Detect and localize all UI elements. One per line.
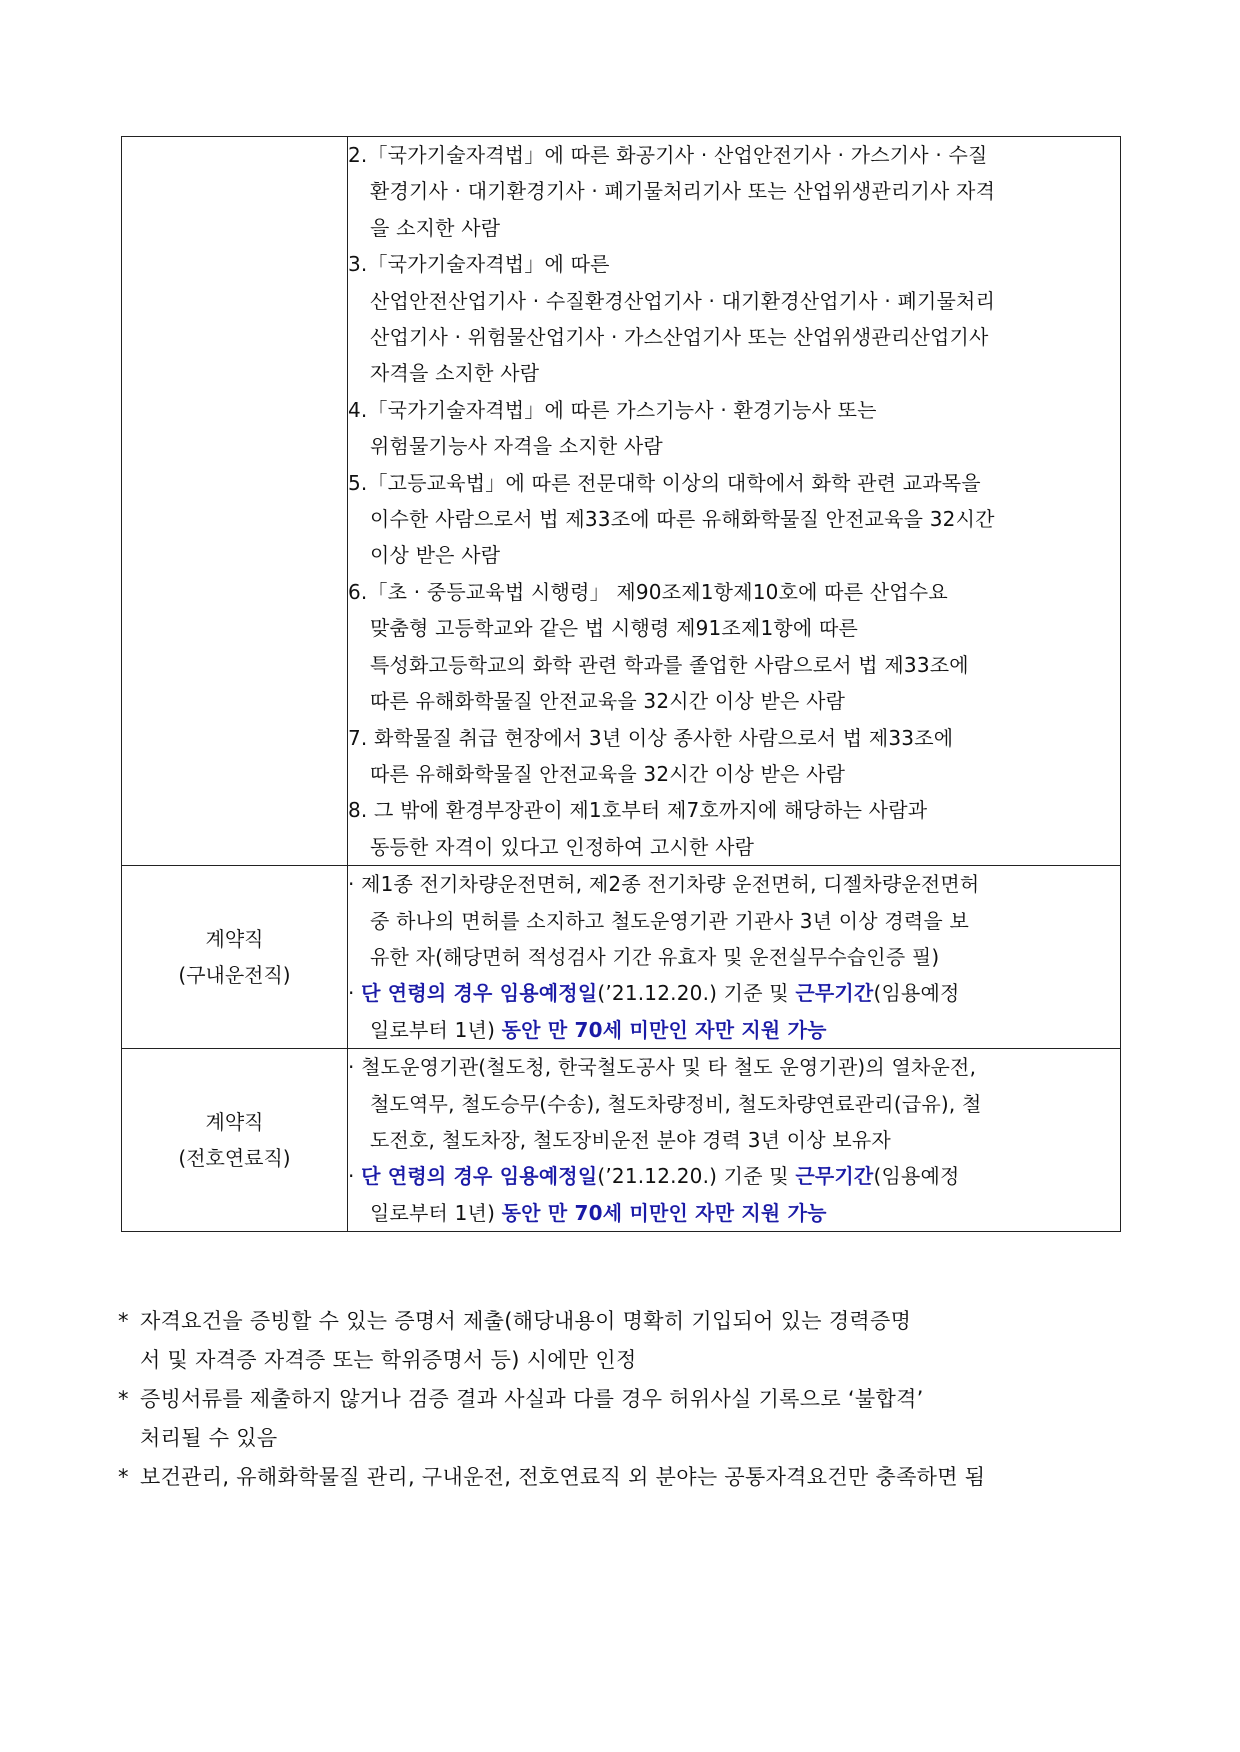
item-line: 4.「국가기술자격법」에 따른 가스기능사 · 환경기능사 또는 bbox=[348, 397, 877, 422]
item-line: 환경기사 · 대기환경기사 · 폐기물처리기사 또는 산업위생관리기사 자격 bbox=[370, 179, 996, 204]
item-line: 따른 유해화학물질 안전교육을 32시간 이상 받은 사람 bbox=[370, 689, 846, 714]
asterisk-icon: * bbox=[118, 1309, 129, 1333]
note-line: 처리될 수 있음 bbox=[140, 1426, 278, 1450]
item-line: 산업안전산업기사 · 수질환경산업기사 · 대기환경산업기사 · 폐기물처리 bbox=[370, 288, 996, 313]
items-cell bbox=[348, 137, 1121, 866]
category-cell bbox=[122, 1049, 348, 1232]
highlight-text: 근무기간 bbox=[795, 1164, 874, 1189]
bullet-line: · 단 연령의 경우 임용예정일(’21.12.20.) 기준 및 근무기간(임용예정 bbox=[348, 981, 960, 1006]
category-label: 계약직 bbox=[205, 1110, 264, 1135]
bullet-line: 도전호, 철도차장, 철도장비운전 분야 경력 3년 이상 보유자 bbox=[370, 1127, 891, 1152]
footnotes bbox=[118, 1302, 1128, 1497]
highlight-text: 단 연령의 경우 임용예정일 bbox=[361, 981, 598, 1006]
bullet-line: 유한 자(해당면허 적성검사 기간 유효자 및 운전실무수습인증 필) bbox=[370, 944, 940, 969]
item-4 bbox=[348, 392, 1120, 465]
table-row bbox=[122, 1049, 1121, 1232]
item-5 bbox=[348, 465, 1120, 574]
items-cell bbox=[348, 1049, 1121, 1232]
bullet-line: · 단 연령의 경우 임용예정일(’21.12.20.) 기준 및 근무기간(임용예정 bbox=[348, 1164, 960, 1189]
item-line: 8. 그 밖에 환경부장관이 제1호부터 제7호까지에 해당하는 사람과 bbox=[348, 798, 928, 823]
bullet-line: 철도역무, 철도승무(수송), 철도차량정비, 철도차량연료관리(급유), 철 bbox=[370, 1091, 982, 1116]
item-line: 따른 유해화학물질 안전교육을 32시간 이상 받은 사람 bbox=[370, 761, 846, 786]
item-line: 이수한 사람으로서 법 제33조에 따른 유해화학물질 안전교육을 32시간 bbox=[370, 507, 995, 532]
category-label: 계약직 bbox=[205, 927, 264, 952]
highlight-text: 근무기간 bbox=[795, 981, 874, 1006]
table-row bbox=[122, 137, 1121, 866]
item-line: 이상 받은 사람 bbox=[370, 543, 501, 568]
item-line: 5.「고등교육법」에 따른 전문대학 이상의 대학에서 화학 관련 교과목을 bbox=[348, 470, 981, 495]
category-cell bbox=[122, 137, 348, 866]
highlight-text: 단 연령의 경우 임용예정일 bbox=[361, 1164, 598, 1189]
note-2: * 증빙서류를 제출하지 않거나 검증 결과 사실과 다를 경우 허위사실 기록으로 ‘불합격’ bbox=[118, 1380, 1128, 1419]
items-cell bbox=[348, 866, 1121, 1049]
highlight-text: 동안 만 70세 미만인 자만 지원 가능 bbox=[501, 1200, 827, 1225]
bullet-line: 중 하나의 면허를 소지하고 철도운영기관 기관사 3년 이상 경력을 보 bbox=[370, 908, 969, 933]
item-line: 을 소지한 사람 bbox=[370, 215, 501, 240]
bullet-line: 일로부터 1년) 동안 만 70세 미만인 자만 지원 가능 bbox=[370, 1200, 827, 1225]
item-line: 6.「초 · 중등교육법 시행령」 제90조제1항제10호에 따른 산업수요 bbox=[348, 579, 948, 604]
item-6 bbox=[348, 574, 1120, 720]
qualification-table bbox=[121, 136, 1121, 1232]
item-2 bbox=[348, 137, 1120, 246]
note-3: * 보건관리, 유해화학물질 관리, 구내운전, 전호연료직 외 분야는 공통자격요건만 충족하면 됨 bbox=[118, 1458, 1128, 1497]
bullet-line: · 철도운영기관(철도청, 한국철도공사 및 타 철도 운영기관)의 열차운전, bbox=[348, 1055, 977, 1080]
asterisk-icon: * bbox=[118, 1387, 129, 1411]
table-row bbox=[122, 866, 1121, 1049]
item-line: 산업기사 · 위험물산업기사 · 가스산업기사 또는 산업위생관리산업기사 bbox=[370, 325, 989, 350]
item-line: 3.「국가기술자격법」에 따른 bbox=[348, 252, 610, 277]
item-line: 특성화고등학교의 화학 관련 학과를 졸업한 사람으로서 법 제33조에 bbox=[370, 652, 969, 677]
item-line: 자격을 소지한 사람 bbox=[370, 361, 540, 386]
item-line: 맞춤형 고등학교와 같은 법 시행령 제91조제1항에 따른 bbox=[370, 616, 859, 641]
category-sublabel: (전호연료직) bbox=[178, 1146, 291, 1171]
item-8 bbox=[348, 792, 1120, 865]
note-line: 서 및 자격증 자격증 또는 학위증명서 등) 시에만 인정 bbox=[140, 1348, 637, 1372]
item-7 bbox=[348, 720, 1120, 793]
bullet-line: · 제1종 전기차량운전면허, 제2종 전기차량 운전면허, 디젤차량운전면허 bbox=[348, 872, 980, 897]
asterisk-icon: * bbox=[118, 1465, 129, 1489]
item-line: 위험물기능사 자격을 소지한 사람 bbox=[370, 434, 663, 459]
note-1: * 자격요건을 증빙할 수 있는 증명서 제출(해당내용이 명확히 기입되어 있는 경력증명 bbox=[118, 1302, 1128, 1341]
item-line: 7. 화학물질 취급 현장에서 3년 이상 종사한 사람으로서 법 제33조에 bbox=[348, 725, 954, 750]
item-line: 동등한 자격이 있다고 인정하여 고시한 사람 bbox=[370, 834, 755, 859]
item-3 bbox=[348, 246, 1120, 392]
highlight-text: 동안 만 70세 미만인 자만 지원 가능 bbox=[501, 1017, 827, 1042]
category-sublabel: (구내운전직) bbox=[178, 963, 291, 988]
item-line: 2.「국가기술자격법」에 따른 화공기사 · 산업안전기사 · 가스기사 · 수질 bbox=[348, 143, 988, 167]
category-cell bbox=[122, 866, 348, 1049]
bullet-line: 일로부터 1년) 동안 만 70세 미만인 자만 지원 가능 bbox=[370, 1017, 827, 1042]
